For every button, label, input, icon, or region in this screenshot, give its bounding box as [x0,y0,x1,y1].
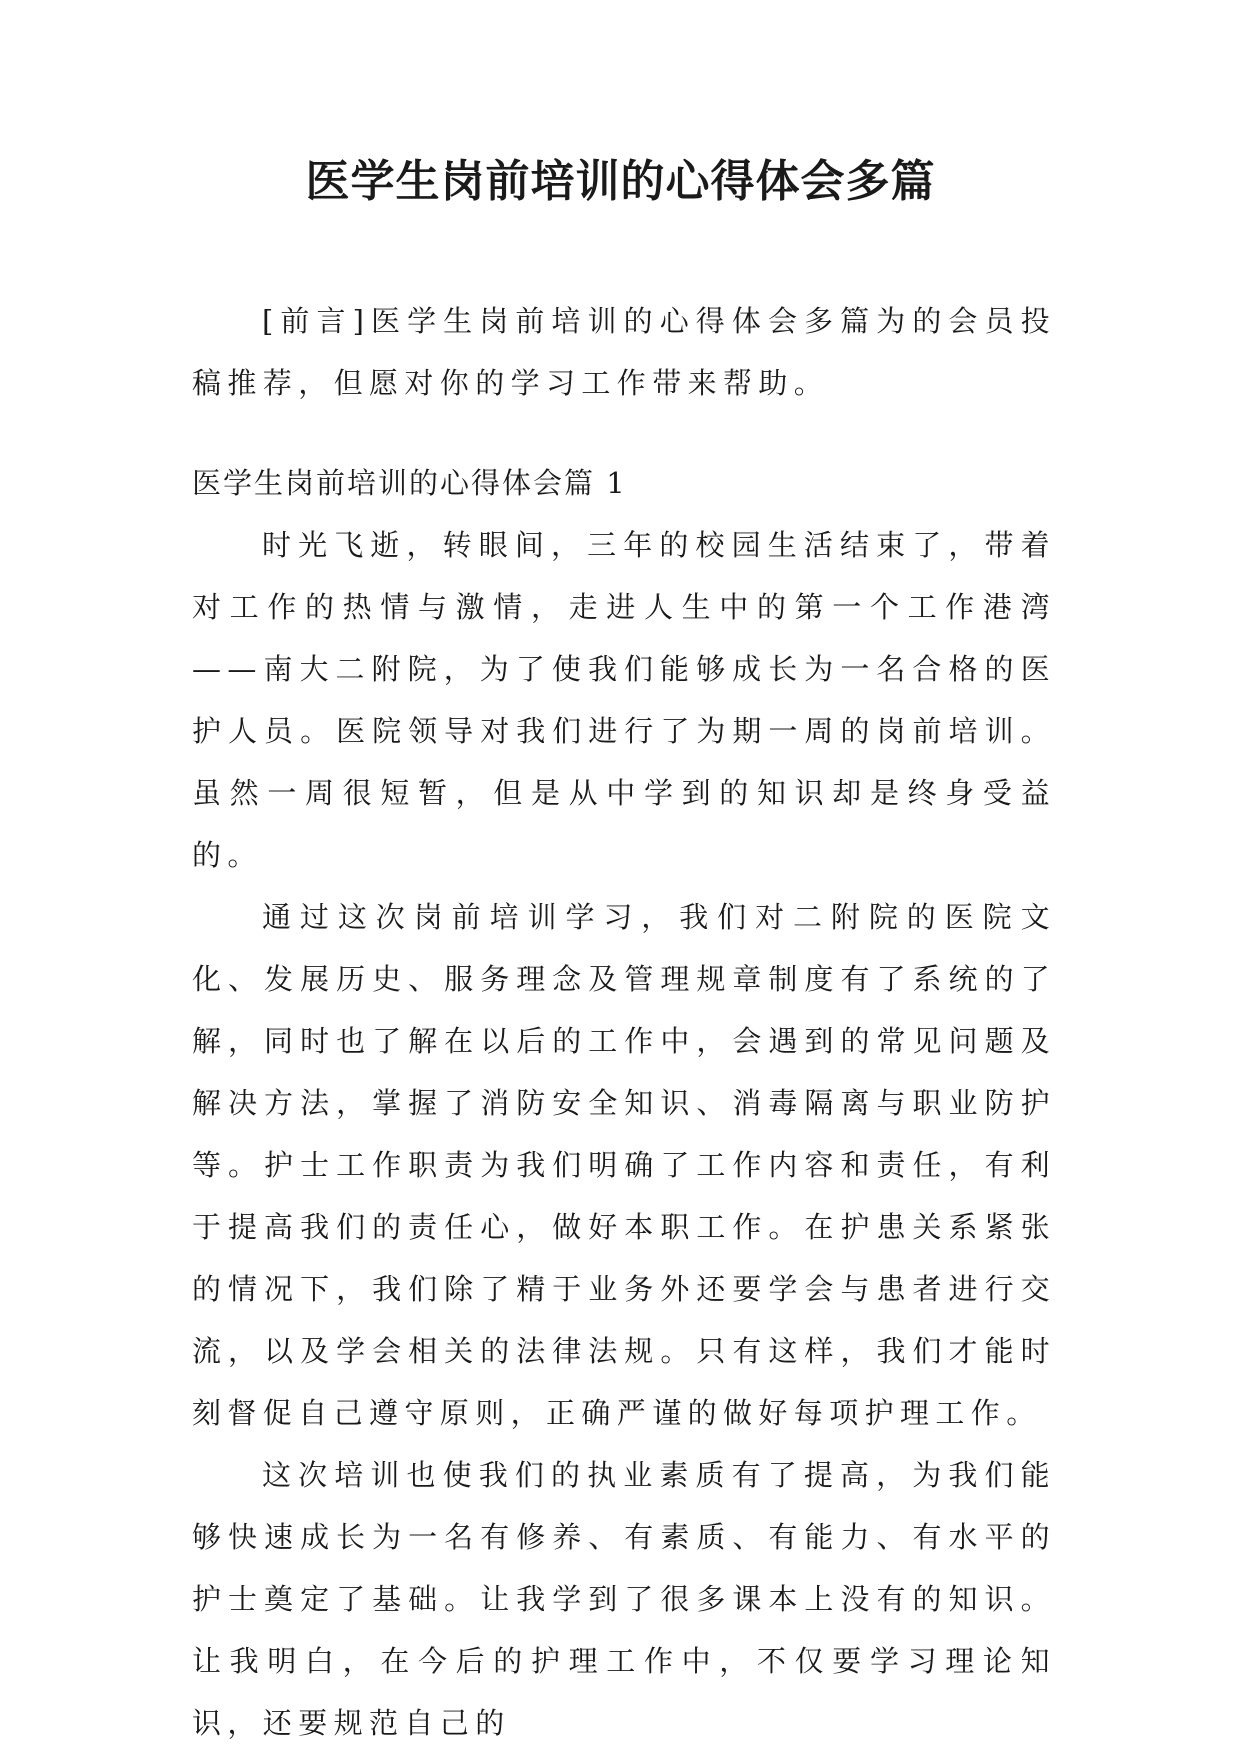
body-paragraph-2: 通过这次岗前培训学习，我们对二附院的医院文化、发展历史、服务理念及管理规章制度有了系统的了解，同时也了解在以后的工作中，会遇到的常见问题及解决方法，掌握了消防安全知识、消毒隔离与职业防护等。护士工作职责为我们明确了工作内容和责任，有利于提高我们的责任心，做好本职工作。在护患关系紧张的情况下，我们除了精于业务外还要学会与患者进行交流，以及学会相关的法律法规。只有这样，我们才能时刻督促自己遵守原则，正确严谨的做好每项护理工作。 [192,900,1056,1430]
intro-paragraph: [前言]医学生岗前培训的心得体会多篇为的会员投稿推荐，但愿对你的学习工作带来帮助。 [192,304,1056,400]
body-paragraph-3: 这次培训也使我们的执业素质有了提高，为我们能够快速成长为一名有修养、有素质、有能力、有水平的护士奠定了基础。让我学到了很多课本上没有的知识。让我明白，在今后的护理工作中，不仅要学习理论知识，还要规范自己的 [192,1458,1056,1740]
document-body [192,290,1056,1754]
document-title: 医学生岗前培训的心得体会多篇 [305,156,936,207]
body-paragraph-1: 时光飞逝，转眼间，三年的校园生活结束了，带着对工作的热情与激情，走进人生中的第一个工作港湾——南大二附院，为了使我们能够成长为一名合格的医护人员。医院领导对我们进行了为期一周的岗前培训。虽然一周很短暂，但是从中学到的知识却是终身受益的。 [192,528,1056,872]
section-heading: 医学生岗前培训的心得体会篇 1 [192,466,627,500]
